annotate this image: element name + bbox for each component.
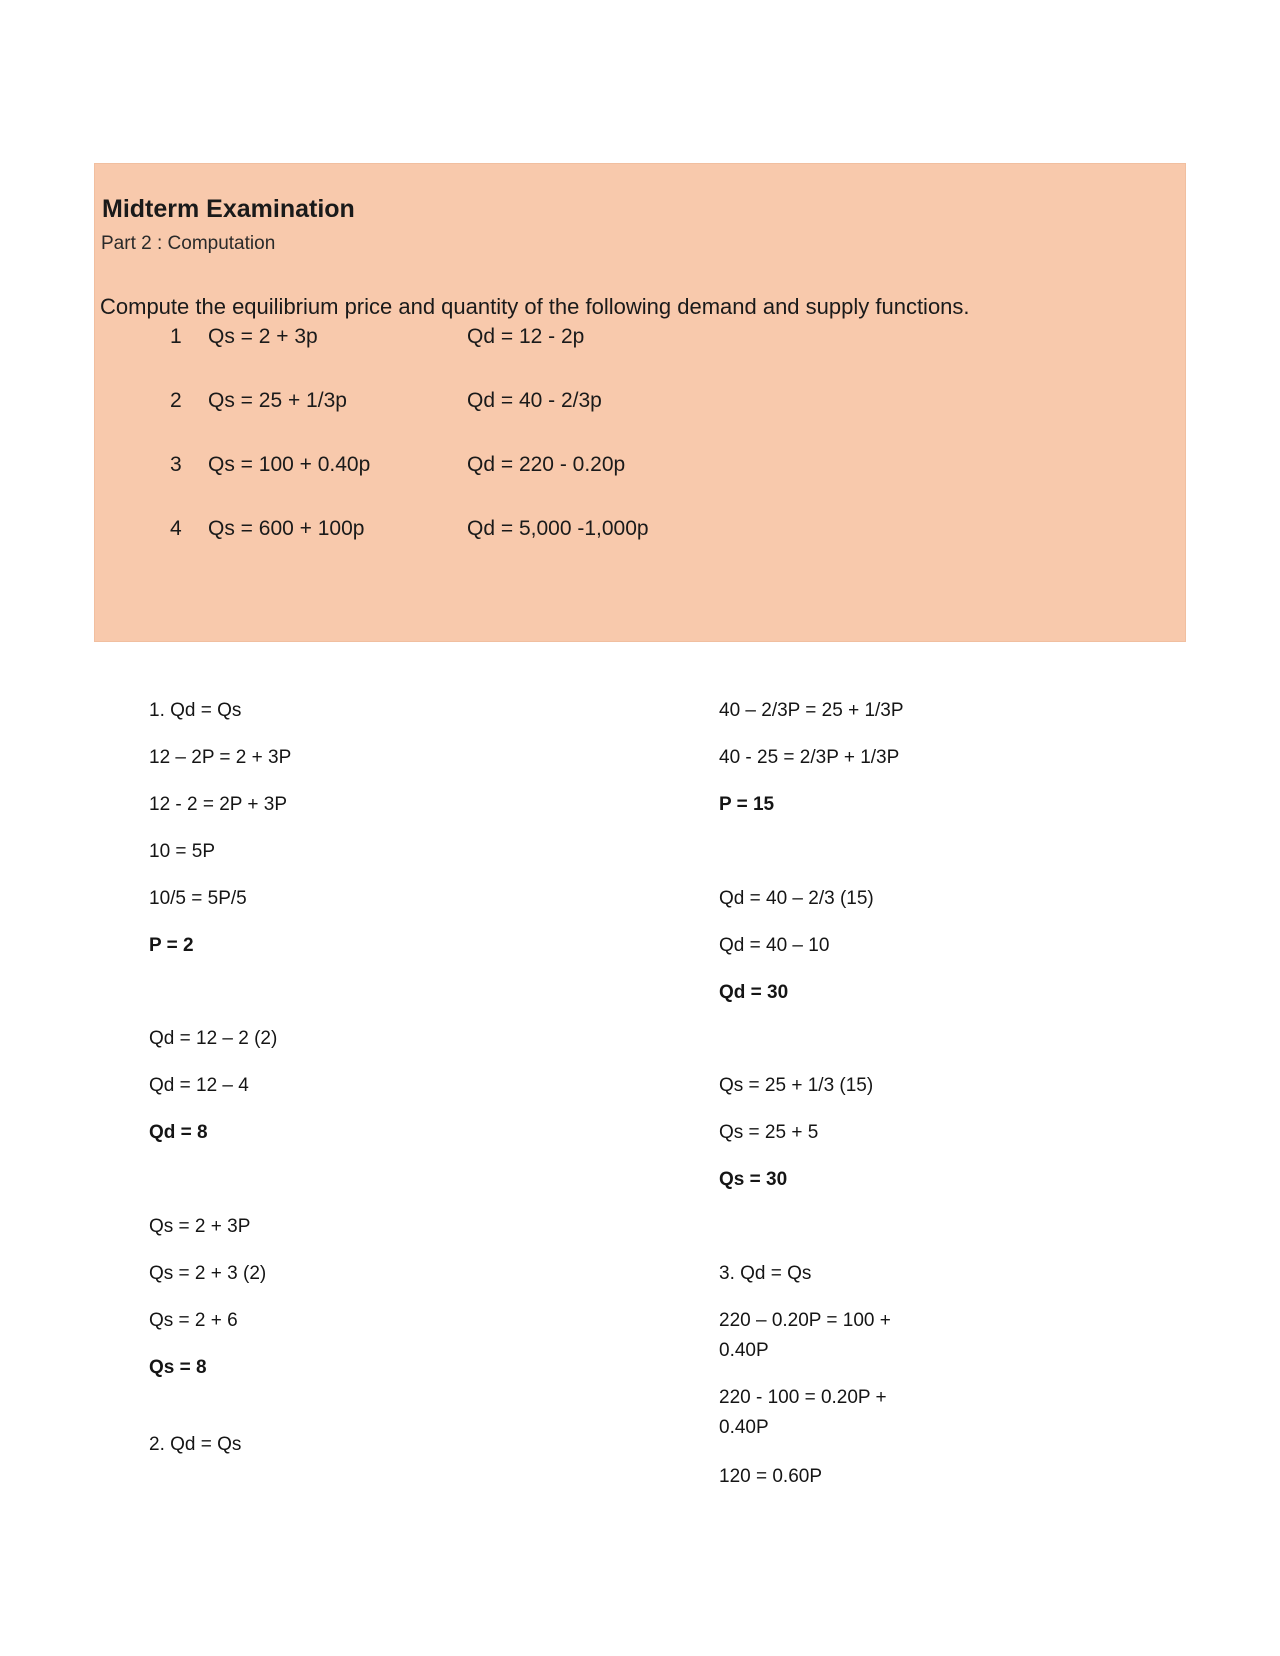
solution-line: Qs = 25 + 1/3 (15) (719, 1075, 874, 1096)
solution-result: Qs = 8 (149, 1357, 207, 1378)
solution-line: 220 – 0.20P = 100 + 0.40P (719, 1310, 891, 1361)
solution-line: 12 – 2P = 2 + 3P (149, 747, 292, 768)
supply-function: Qs = 25 + 1/3p (208, 389, 347, 412)
exam-instruction: Compute the equilibrium price and quantity of the following demand and supply functions. (100, 294, 970, 319)
solution-line: 120 = 0.60P (719, 1466, 823, 1487)
problem-number: 3 (170, 453, 182, 476)
demand-function: Qd = 220 - 0.20p (467, 453, 626, 476)
solution-line: 2. Qd = Qs (149, 1434, 242, 1455)
solution-result: Qd = 8 (149, 1122, 208, 1143)
solution-line: 1. Qd = Qs (149, 700, 242, 721)
problem-row (94, 453, 1186, 483)
exam-title: Midterm Examination (102, 195, 355, 223)
problem-number: 2 (170, 389, 182, 412)
problem-number: 1 (170, 325, 182, 348)
supply-function: Qs = 100 + 0.40p (208, 453, 371, 476)
supply-function: Qs = 2 + 3p (208, 325, 318, 348)
solution-line: Qs = 2 + 3 (2) (149, 1263, 267, 1284)
solution-line: 10 = 5P (149, 841, 216, 862)
solution-result: Qs = 30 (719, 1169, 788, 1190)
solution-result: Qd = 30 (719, 982, 789, 1003)
problem-row (94, 517, 1186, 547)
exam-part-label: Part 2 : Computation (101, 233, 276, 254)
solution-line: 12 - 2 = 2P + 3P (149, 794, 288, 815)
problem-number: 4 (170, 517, 182, 540)
demand-function: Qd = 5,000 -1,000p (467, 517, 649, 540)
solution-line: 40 – 2/3P = 25 + 1/3P (719, 700, 904, 721)
solution-line: Qd = 40 – 2/3 (15) (719, 888, 874, 909)
solution-result: P = 2 (149, 935, 194, 956)
demand-function: Qd = 12 - 2p (467, 325, 585, 348)
solution-line: 40 - 25 = 2/3P + 1/3P (719, 747, 900, 768)
solution-line: Qs = 25 + 5 (719, 1122, 819, 1143)
solution-result: P = 15 (719, 794, 775, 815)
solution-line: Qd = 40 – 10 (719, 935, 830, 956)
solution-line: 10/5 = 5P/5 (149, 888, 247, 909)
solution-line: Qd = 12 – 2 (2) (149, 1028, 278, 1049)
demand-function: Qd = 40 - 2/3p (467, 389, 602, 412)
solution-line: 220 - 100 = 0.20P + 0.40P (719, 1387, 887, 1438)
solution-line: 3. Qd = Qs (719, 1263, 812, 1284)
solution-line: Qs = 2 + 3P (149, 1216, 251, 1237)
exam-question-box (94, 163, 1186, 642)
solution-line: Qd = 12 – 4 (149, 1075, 249, 1096)
problem-row (94, 389, 1186, 419)
problem-row (94, 325, 1186, 355)
supply-function: Qs = 600 + 100p (208, 517, 365, 540)
solution-line: Qs = 2 + 6 (149, 1310, 238, 1331)
